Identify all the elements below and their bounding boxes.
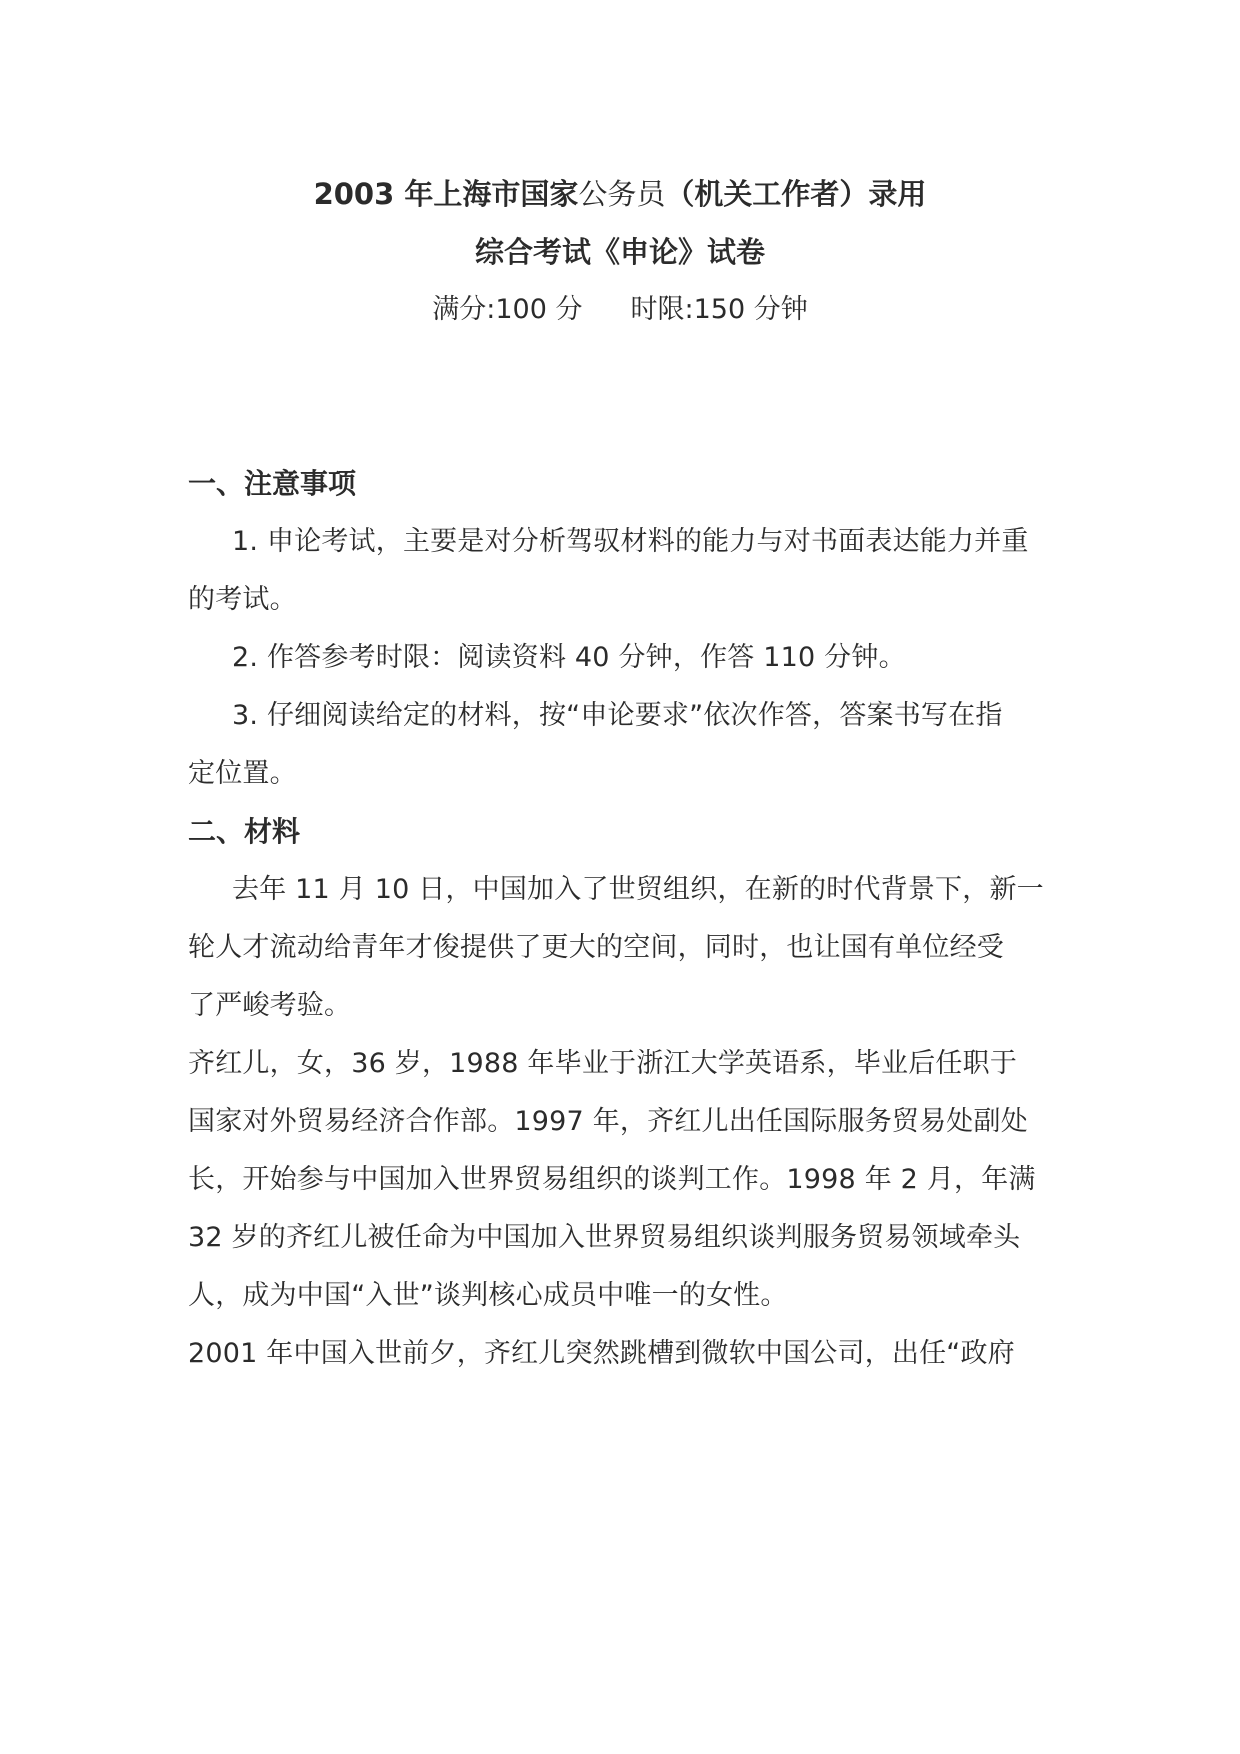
page-subtitle: 综合考试《申论》试卷	[474, 235, 765, 269]
paragraph-line: 国家对外贸易经济合作部。1997 年，齐红儿出任国际服务贸易处副处	[188, 1106, 1028, 1137]
score-info: 满分:100 分	[432, 294, 583, 325]
paragraph-line: 2001 年中国入世前夕，齐红儿突然跳槽到微软中国公司，出任“政府	[188, 1338, 1015, 1369]
paragraph-line: 的考试。	[188, 584, 297, 615]
paragraph-line: 定位置。	[188, 758, 297, 789]
paragraph-line: 长，开始参与中国加入世界贸易组织的谈判工作。1998 年 2 月，年满	[188, 1164, 1036, 1195]
paragraph-line: 32 岁的齐红儿被任命为中国加入世界贸易组织谈判服务贸易领域牵头	[188, 1222, 1021, 1253]
section-heading-notes: 一、注意事项	[188, 467, 357, 500]
title-part-1: 2003 年上海市国家	[313, 177, 579, 211]
paragraph-line: 人，成为中国“入世”谈判核心成员中唯一的女性。	[188, 1280, 788, 1311]
paragraph-line: 3. 仔细阅读给定的材料，按“申论要求”依次作答，答案书写在指	[232, 700, 1003, 731]
paragraph-line: 轮人才流动给青年才俊提供了更大的空间，同时，也让国有单位经受	[188, 932, 1004, 963]
section-heading-materials: 二、材料	[188, 815, 301, 848]
title-part-3: （机关工作者）录用	[665, 177, 927, 211]
exam-info	[0, 290, 1240, 330]
page-title	[0, 174, 1240, 214]
paragraph-line: 2. 作答参考时限：阅读资料 40 分钟，作答 110 分钟。	[232, 642, 906, 673]
paragraph-line: 去年 11 月 10 日，中国加入了世贸组织，在新的时代背景下，新一	[232, 874, 1044, 905]
title-part-2: 公务员	[578, 177, 666, 211]
paragraph-line: 齐红儿，女，36 岁，1988 年毕业于浙江大学英语系，毕业后任职于	[188, 1048, 1018, 1079]
paragraph-line: 1. 申论考试，主要是对分析驾驭材料的能力与对书面表达能力并重	[232, 526, 1029, 557]
paragraph-line: 了严峻考验。	[188, 990, 352, 1021]
time-limit-info: 时限:150 分钟	[630, 294, 808, 325]
